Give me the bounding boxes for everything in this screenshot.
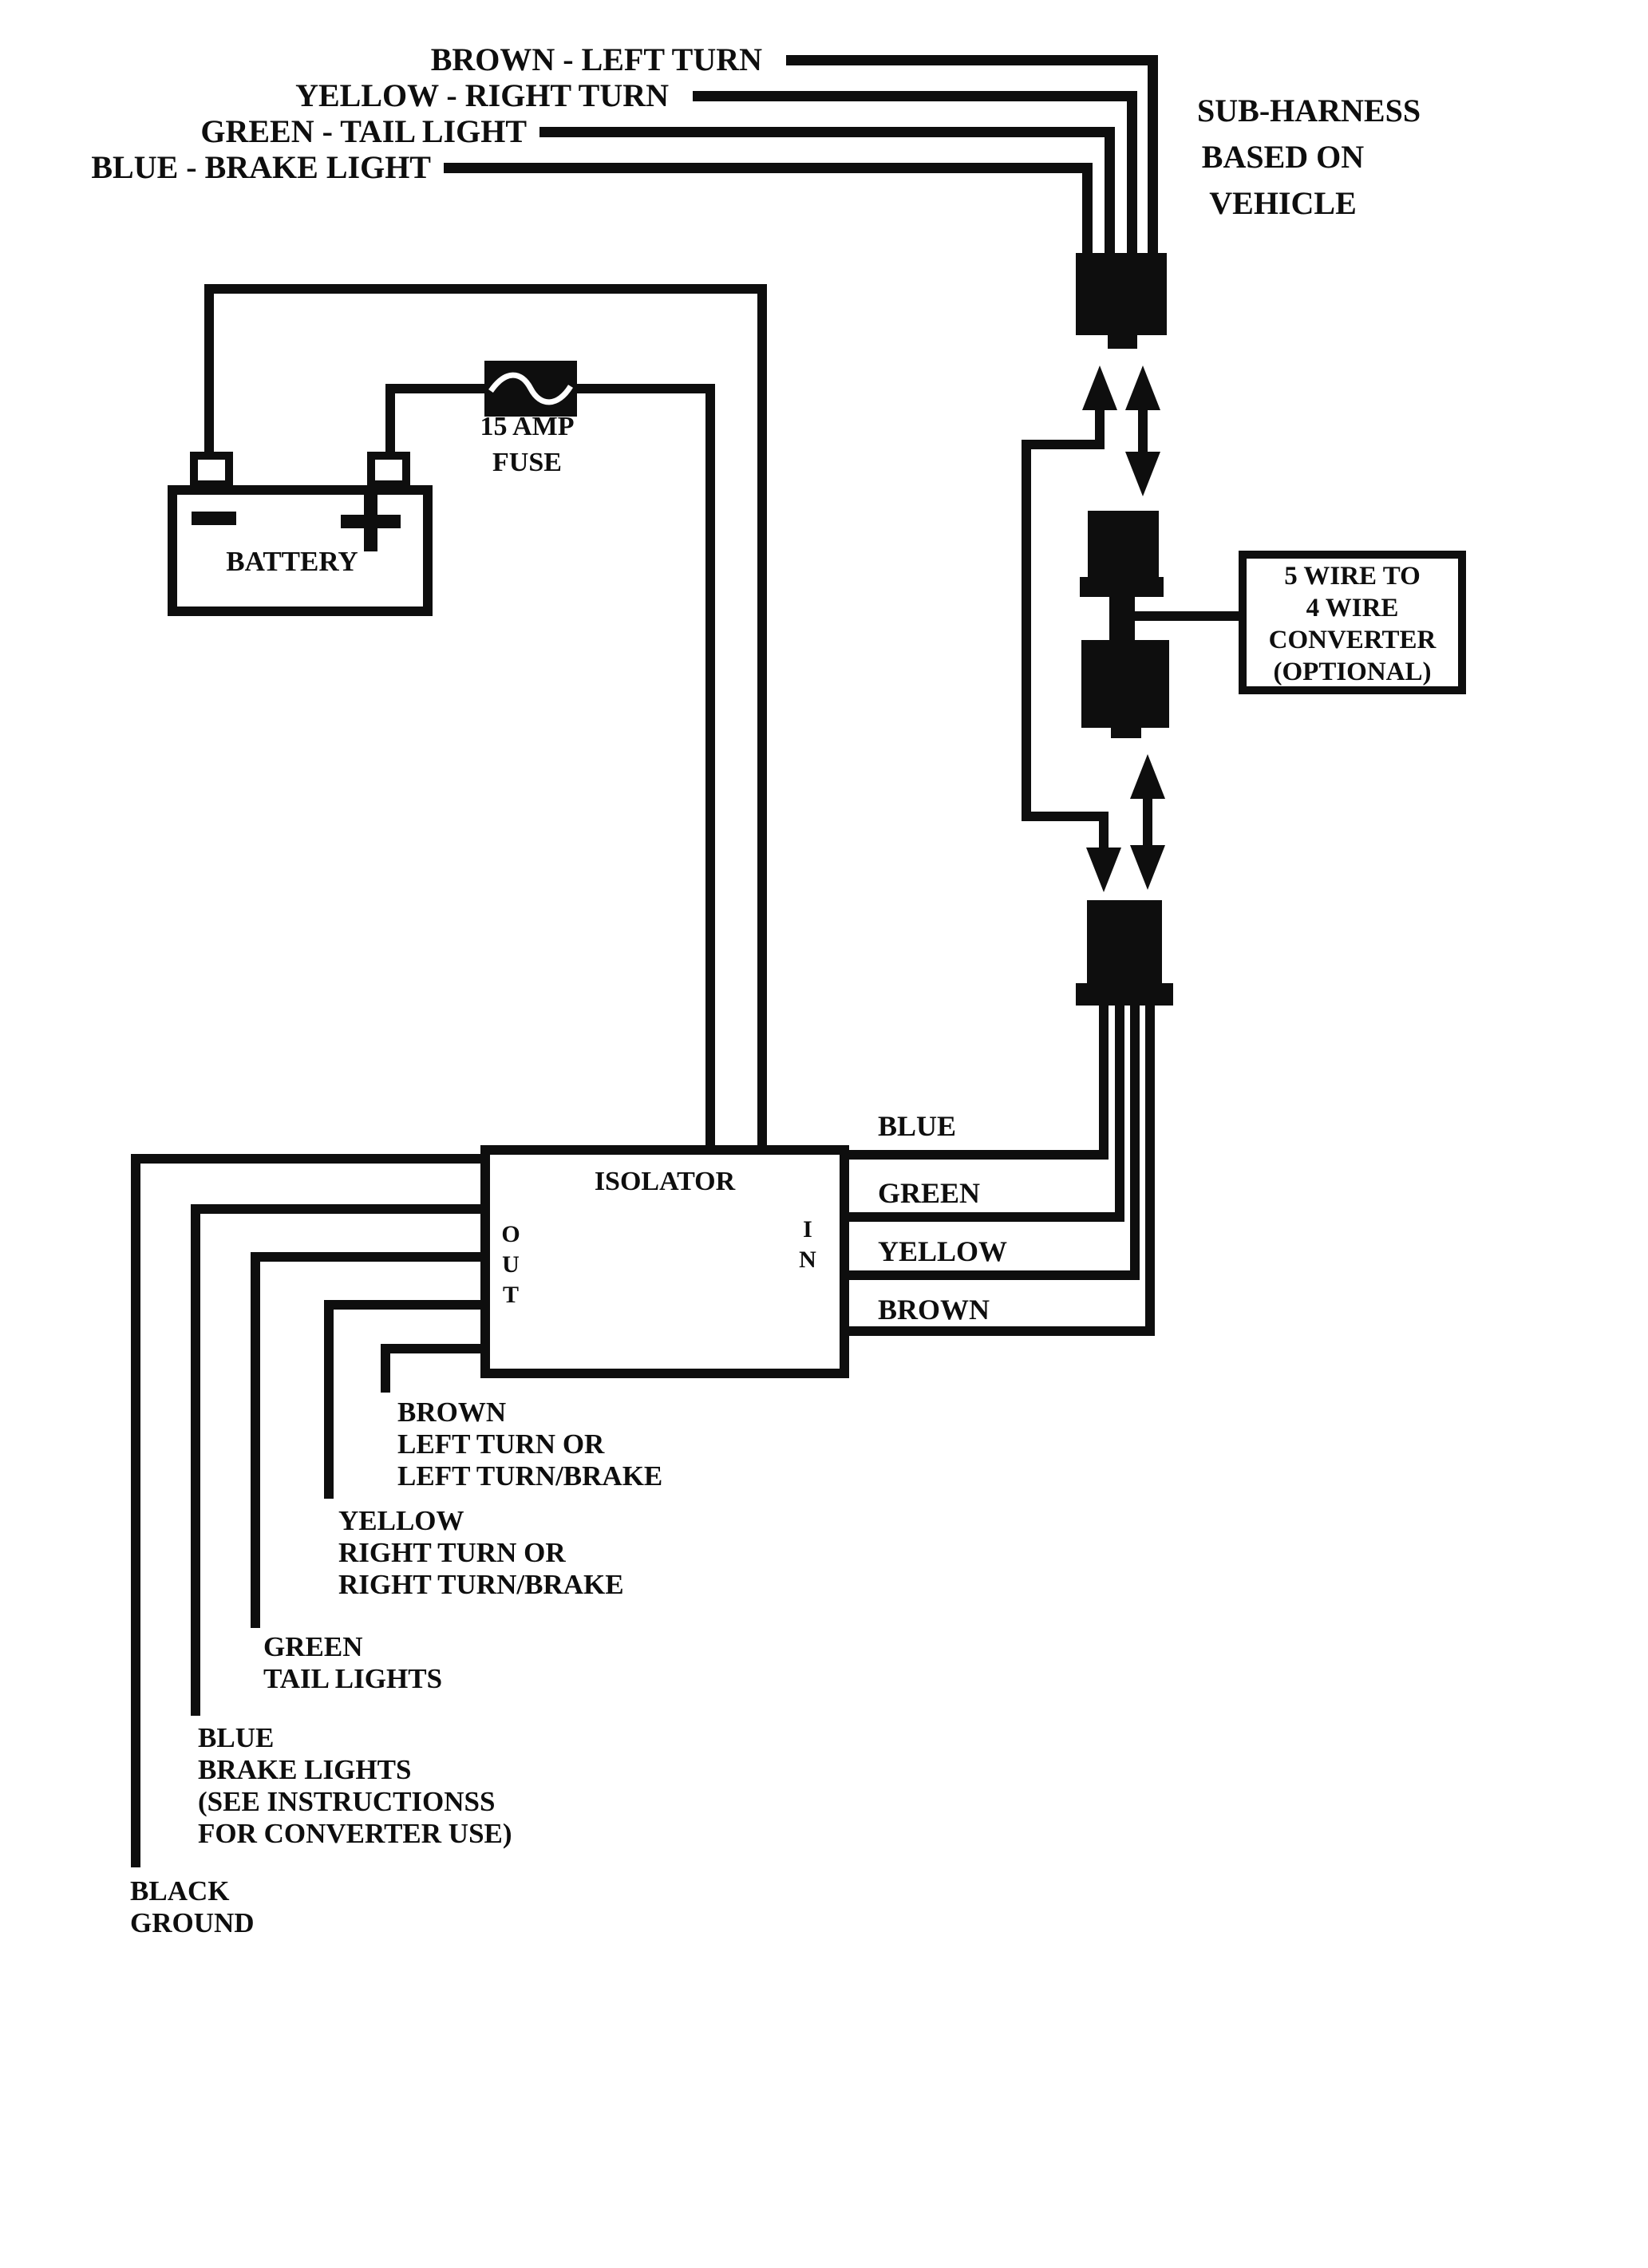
wire-black-out-h bbox=[131, 1154, 480, 1164]
wire-yellow-in-h bbox=[849, 1270, 1140, 1280]
lower-plug-arrowhead-down-icon bbox=[1130, 845, 1165, 890]
isolator-in-letter-n: N bbox=[799, 1247, 816, 1273]
wire-battery-neg-v bbox=[204, 289, 214, 452]
converter-box-line2: 4 WIRE bbox=[1306, 594, 1399, 622]
wire-battery-neg-h bbox=[204, 284, 767, 294]
output-label-green bbox=[263, 1631, 442, 1695]
isolator-title: ISOLATOR bbox=[594, 1167, 736, 1196]
output-green-line1: GREEN bbox=[263, 1631, 363, 1662]
wire-blue-out-v bbox=[191, 1204, 200, 1716]
input-label-green: GREEN bbox=[878, 1177, 981, 1209]
fuse-label bbox=[469, 409, 585, 480]
bypass-jog-top bbox=[1022, 440, 1105, 449]
converter-plug-lower-block bbox=[1081, 640, 1169, 728]
isolator-out-letter-o: O bbox=[501, 1221, 520, 1247]
upper-plug-arrow-shaft bbox=[1138, 405, 1148, 455]
lower-plug-arrow-shaft bbox=[1143, 796, 1152, 848]
wire-yellow-in-v bbox=[1130, 1006, 1140, 1280]
output-blue-line2: BRAKE LIGHTS bbox=[198, 1754, 412, 1785]
isolator-out-letter-t: T bbox=[502, 1282, 519, 1308]
wire-converter-to-box bbox=[1135, 611, 1239, 621]
wire-blue-top-h bbox=[444, 163, 1093, 173]
fuse-label-line2: FUSE bbox=[492, 448, 562, 477]
wire-yellow-out-v bbox=[324, 1300, 334, 1499]
output-label-black bbox=[130, 1875, 255, 1939]
bypass-arrowhead-up-icon bbox=[1082, 365, 1117, 410]
output-green-line2: TAIL LIGHTS bbox=[263, 1663, 443, 1694]
plus-symbol-horizontal bbox=[341, 515, 401, 528]
wire-green-top-h bbox=[539, 127, 1115, 137]
converter-plug-lower-tab bbox=[1111, 728, 1141, 738]
harness-label-green: GREEN - TAIL LIGHT bbox=[200, 113, 527, 149]
converter-plug-upper-flange bbox=[1080, 577, 1164, 597]
wire-blue-out-h bbox=[191, 1204, 480, 1214]
output-label-yellow bbox=[338, 1505, 624, 1601]
output-yellow-line1: YELLOW bbox=[338, 1505, 464, 1536]
sub-harness-note-line2: BASED ON bbox=[1201, 139, 1365, 175]
isolator-harness-connector bbox=[1087, 900, 1162, 983]
wire-blue-in-h bbox=[849, 1150, 1109, 1160]
wire-blue-top-v bbox=[1082, 163, 1093, 253]
wire-yellow-out-h bbox=[324, 1300, 480, 1310]
wire-neg-down-to-isolator bbox=[757, 284, 767, 1145]
sub-harness-note bbox=[1197, 88, 1421, 227]
wire-green-out-h bbox=[251, 1252, 480, 1262]
battery-terminal-pos bbox=[367, 452, 410, 488]
bypass-arrowhead-down-icon bbox=[1086, 848, 1121, 892]
minus-symbol bbox=[192, 512, 236, 525]
isolator-in-label bbox=[790, 1215, 825, 1275]
converter-plug-upper-block bbox=[1088, 511, 1159, 577]
isolator-out-letter-u: U bbox=[502, 1251, 520, 1278]
isolator-out-label bbox=[493, 1219, 528, 1310]
output-brown-line3: LEFT TURN/BRAKE bbox=[397, 1460, 663, 1492]
output-brown-line2: LEFT TURN OR bbox=[397, 1428, 605, 1460]
output-black-line2: GROUND bbox=[130, 1907, 255, 1938]
harness-label-brown: BROWN - LEFT TURN bbox=[430, 41, 762, 77]
input-label-blue: BLUE bbox=[878, 1110, 957, 1142]
output-black-line1: BLACK bbox=[130, 1875, 230, 1906]
output-blue-line3: (SEE INSTRUCTIONSS bbox=[198, 1786, 496, 1817]
wire-yellow-top-v bbox=[1127, 91, 1137, 253]
wire-green-in-v bbox=[1115, 1006, 1124, 1222]
wire-brown-top-h bbox=[786, 55, 1158, 65]
sub-harness-note-line3: VEHICLE bbox=[1209, 185, 1357, 221]
wire-black-out-v bbox=[131, 1154, 140, 1867]
converter-box-line3: CONVERTER bbox=[1268, 626, 1437, 654]
bypass-jog-bottom bbox=[1022, 812, 1109, 821]
lower-plug-arrowhead-up-icon bbox=[1130, 754, 1165, 799]
harness-label-blue: BLUE - BRAKE LIGHT bbox=[91, 149, 431, 185]
wire-brown-out-h bbox=[381, 1344, 480, 1353]
vehicle-harness-connector-tab bbox=[1108, 335, 1137, 349]
input-label-brown: BROWN bbox=[878, 1294, 990, 1326]
vehicle-harness-connector bbox=[1076, 253, 1167, 335]
wire-battery-pos-v bbox=[385, 389, 395, 452]
output-yellow-line3: RIGHT TURN/BRAKE bbox=[338, 1569, 624, 1600]
wire-green-in-h bbox=[849, 1212, 1124, 1222]
output-yellow-line2: RIGHT TURN OR bbox=[338, 1537, 566, 1568]
converter-plug-neck bbox=[1109, 597, 1135, 640]
converter-box-line1: 5 WIRE TO bbox=[1284, 562, 1421, 591]
wire-fused-down-to-isolator bbox=[705, 384, 715, 1145]
wire-green-out-v bbox=[251, 1252, 260, 1628]
wire-green-top-v bbox=[1105, 127, 1115, 253]
isolator-in-letter-i: I bbox=[803, 1216, 812, 1243]
harness-label-yellow: YELLOW - RIGHT TURN bbox=[295, 77, 669, 113]
sub-harness-note-line1: SUB-HARNESS bbox=[1197, 93, 1421, 128]
bypass-arrow-shaft-bottom bbox=[1099, 812, 1109, 851]
wire-brown-out-v bbox=[381, 1344, 390, 1393]
output-label-blue bbox=[198, 1722, 512, 1850]
output-brown-line1: BROWN bbox=[397, 1397, 507, 1428]
output-blue-line1: BLUE bbox=[198, 1722, 275, 1753]
fuse-label-line1: 15 AMP bbox=[480, 412, 575, 441]
bypass-vertical bbox=[1022, 440, 1031, 821]
input-label-yellow: YELLOW bbox=[878, 1235, 1008, 1267]
wire-brown-in-v bbox=[1145, 1006, 1155, 1336]
upper-plug-arrowhead-down-icon bbox=[1125, 452, 1160, 496]
output-label-brown bbox=[397, 1397, 662, 1492]
wire-yellow-top-h bbox=[693, 91, 1137, 101]
converter-box-label bbox=[1247, 560, 1458, 688]
upper-plug-arrowhead-up-icon bbox=[1125, 365, 1160, 410]
isolator-harness-connector-flange bbox=[1076, 983, 1173, 1006]
battery-terminal-neg bbox=[190, 452, 233, 488]
converter-box-line4: (OPTIONAL) bbox=[1273, 658, 1432, 686]
wire-brown-top-v bbox=[1148, 55, 1158, 253]
wire-brown-in-h bbox=[849, 1326, 1155, 1336]
battery-label: BATTERY bbox=[226, 546, 358, 577]
output-blue-line4: FOR CONVERTER USE) bbox=[198, 1818, 512, 1849]
wire-blue-in-v bbox=[1099, 1006, 1109, 1160]
